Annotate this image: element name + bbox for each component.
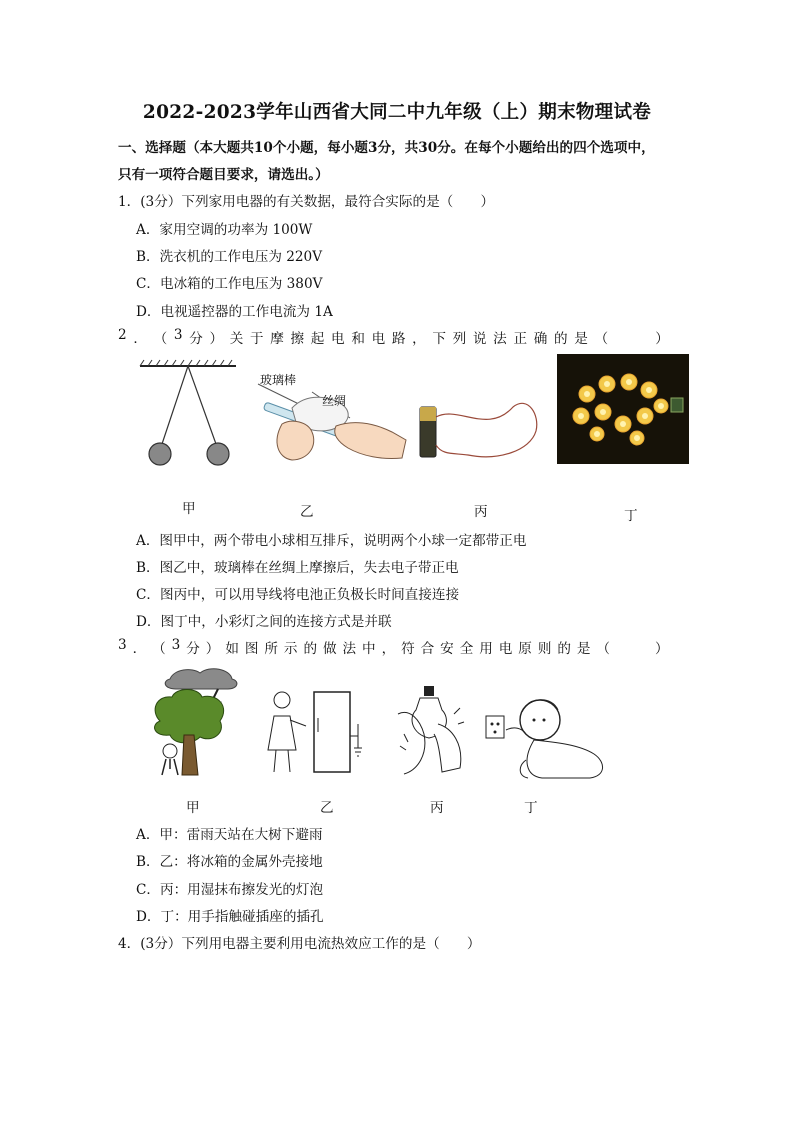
- question-3-caption-yi: 乙: [320, 800, 334, 816]
- figure-2-jia-hanging-balls: [138, 358, 238, 473]
- question-3-stem: 3 ． （ 3 分 ） 如 图 所 示 的 做 法 中 ， 符 合 安 全 用 电 原 则 的 是 （ ）: [118, 637, 669, 657]
- section-heading-line-2: 只有一项符合题目要求，请选出。）: [118, 167, 329, 183]
- question-3-option-d: D．丁：用手指触碰插座的插孔: [136, 909, 324, 925]
- question-2-option-a: A．图甲中，两个带电小球相互排斥，说明两个小球一定都带正电: [136, 533, 527, 549]
- question-2-option-b: B．图乙中，玻璃棒在丝绸上摩擦后，失去电子带正电: [136, 560, 459, 576]
- question-3-caption-bing: 丙: [430, 800, 444, 816]
- figure-label-silk: 丝绸: [322, 394, 347, 408]
- question-2-stem: 2 ． （ 3 分 ） 关 于 摩 擦 起 电 和 电 路 ， 下 列 说 法 正 确 的 是 （ ）: [118, 327, 669, 347]
- figure-3-jia-tree-lightning: [140, 665, 255, 780]
- question-2-caption-jia: 甲: [182, 501, 196, 517]
- question-2-caption-yi: 乙: [300, 504, 314, 520]
- question-1-option-d: D．电视遥控器的工作电流为 1A: [136, 304, 333, 320]
- figure-3-yi-girl-fridge: [262, 688, 377, 778]
- question-2-caption-ding: 丁: [624, 508, 638, 524]
- figure-label-glass-rod: 玻璃棒: [260, 373, 297, 387]
- page-title: 2022-2023学年山西省大同二中九年级（上）期末物理试卷: [142, 102, 652, 123]
- question-2-caption-bing: 丙: [474, 504, 488, 520]
- figure-3-bing-wiping-bulb: [394, 684, 470, 780]
- figure-2-bing-battery-wire: [418, 395, 543, 470]
- question-1-option-b: B．洗衣机的工作电压为 220V: [136, 249, 323, 265]
- figure-2-ding-string-lights: [557, 354, 689, 464]
- question-4-stem: 4．(3分）下列用电器主要利用电流热效应工作的是（ ）: [118, 936, 481, 952]
- question-3-caption-ding: 丁: [524, 800, 538, 816]
- question-1-option-a: A．家用空调的功率为 100W: [136, 222, 313, 238]
- question-1-option-c: C．电冰箱的工作电压为 380V: [136, 276, 323, 292]
- question-1-stem: 1．(3分）下列家用电器的有关数据，最符合实际的是（ ）: [118, 194, 495, 210]
- question-2-option-c: C．图丙中，可以用导线将电池正负极长时间直接连接: [136, 587, 460, 603]
- question-3-option-c: C．丙：用湿抹布擦发光的灯泡: [136, 882, 324, 898]
- question-3-caption-jia: 甲: [186, 800, 200, 816]
- section-heading-line-1: 一、选择题（本大题共10个小题，每小题3分，共30分。在每个小题给出的四个选项中，: [118, 140, 655, 156]
- question-3-option-b: B．乙：将冰箱的金属外壳接地: [136, 854, 323, 870]
- question-2-option-d: D．图丁中，小彩灯之间的连接方式是并联: [136, 614, 392, 630]
- figure-3-ding-baby-outlet: [482, 690, 614, 782]
- question-3-option-a: A．甲：雷雨天站在大树下避雨: [136, 827, 323, 843]
